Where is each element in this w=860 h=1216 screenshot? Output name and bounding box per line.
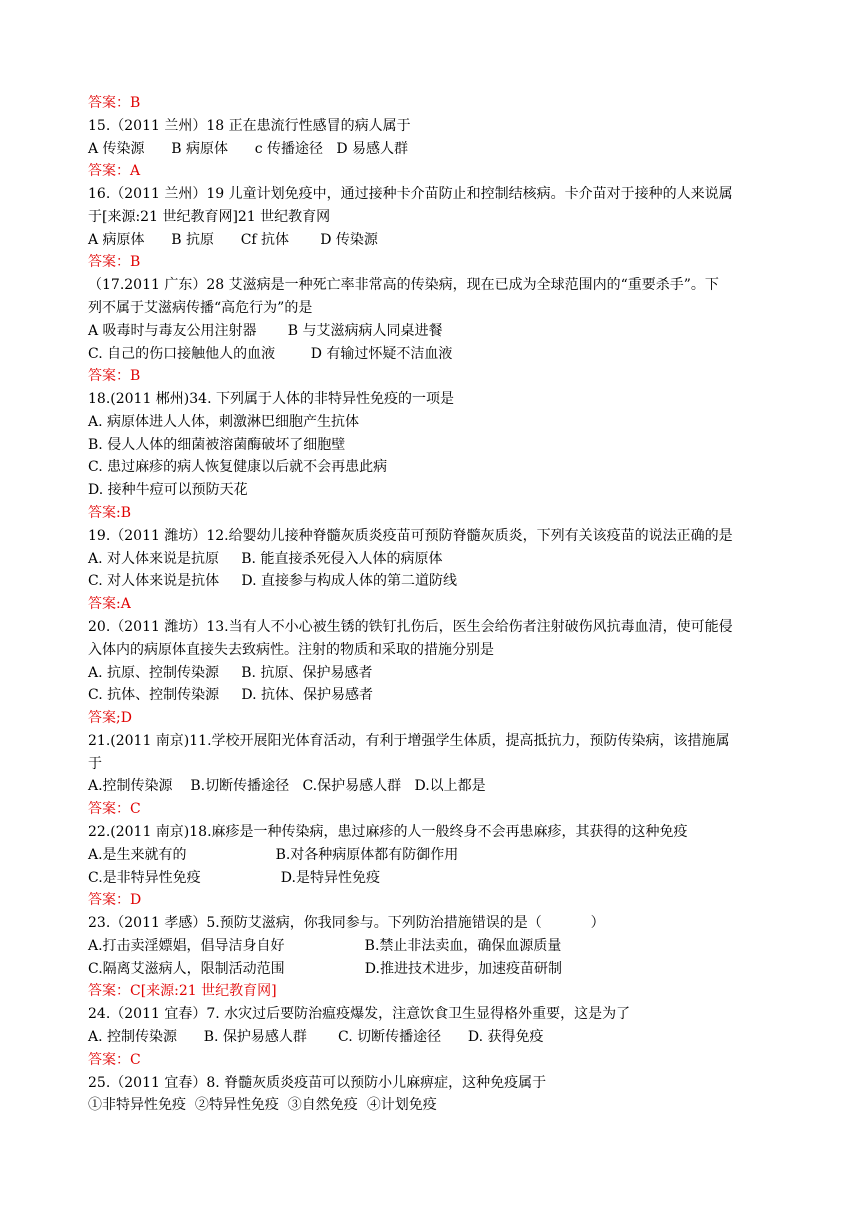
question-line: 22.(2011 南京)18.麻疹是一种传染病，患过麻疹的人一般终身不会再患麻疹，其获得的这种免疫	[88, 823, 688, 840]
question-line: ①非特异性免疫 ②特异性免疫 ③自然免疫 ④计划免疫	[88, 1097, 437, 1114]
question-line: 25.（2011 宜春）8. 脊髓灰质炎疫苗可以预防小儿麻痹症，这种免疫属于	[88, 1074, 547, 1091]
question-line: D. 接种牛痘可以预防天花	[88, 482, 248, 499]
question-line: 入体内的病原体直接失去致病性。注射的物质和采取的措施分别是	[88, 641, 494, 658]
question-line: 于	[88, 755, 102, 772]
question-line: B. 侵人人体的细菌被溶菌酶破坏了细胞壁	[88, 436, 346, 453]
answer-line: 答案:B	[88, 505, 132, 522]
question-line: （17.2011 广东）28 艾滋病是一种死亡率非常高的传染病，现在已成为全球范围内的“重要杀手”。下	[88, 277, 719, 294]
question-line: A 吸毒时与毒友公用注射器 B 与艾滋病病人同桌进餐	[88, 322, 443, 339]
question-line: 于[来源:21 世纪教育网]21 世纪教育网	[88, 208, 331, 225]
question-line: A. 控制传染源 B. 保护易感人群 C. 切断传播途径 D. 获得免疫	[88, 1028, 544, 1045]
question-line: A 传染源 B 病原体 c 传播途径 D 易感人群	[88, 140, 409, 157]
question-line: A. 病原体进人人体，刺激淋巴细胞产生抗体	[88, 413, 360, 430]
answer-line: 答案：C	[88, 801, 141, 818]
answer-line: 答案：B	[88, 254, 141, 271]
answer-line: 答案：A	[88, 163, 141, 180]
answer-line: 答案：C	[88, 1051, 141, 1068]
question-line: 19.（2011 潍坊）12.给婴幼儿接种脊髓灰质炎疫苗可预防脊髓灰质炎，下列有关该疫苗的说法正确的是	[88, 527, 733, 544]
question-line: C. 患过麻疹的病人恢复健康以后就不会再患此病	[88, 459, 388, 476]
answer-line: 答案;D	[88, 710, 132, 727]
question-line: 列不属于艾滋病传播“高危行为”的是	[88, 300, 313, 317]
question-line: A. 对人体来说是抗原 B. 能直接杀死侵入人体的病原体	[88, 550, 443, 567]
question-line: A.是生来就有的 B.对各种病原体都有防御作用	[88, 846, 459, 863]
answer-line: 答案：D	[88, 892, 142, 909]
question-line: 20.（2011 潍坊）13.当有人不小心被生锈的铁钉扎伤后，医生会给伤者注射破伤风抗毒血清，使可能侵	[88, 618, 733, 635]
question-line: 23.（2011 孝感）5.预防艾滋病，你我同参与。下列防治措施错误的是（ ）	[88, 915, 605, 932]
question-line: A.打击卖淫嫖娼，倡导洁身自好 B.禁止非法卖血，确保血源质量	[88, 937, 562, 954]
question-line: C. 自己的伤口接触他人的血液 D 有输过怀疑不洁血液	[88, 345, 453, 362]
answer-line: 答案：B	[88, 368, 141, 385]
answer-line: 答案:A	[88, 596, 131, 613]
question-line: C. 抗体、控制传染源 D. 抗体、保护易感者	[88, 687, 373, 704]
question-line: 18.(2011 郴州)34. 下列属于人体的非特异性免疫的一项是	[88, 391, 454, 408]
question-line: A. 抗原、控制传染源 B. 抗原、保护易感者	[88, 664, 373, 681]
question-line: C.隔离艾滋病人，限制活动范围 D.推进技术进步，加速疫苗研制	[88, 960, 562, 977]
question-line: A 病原体 B 抗原 Cf 抗体 D 传染源	[88, 231, 378, 248]
answer-line: 答案：B	[88, 95, 141, 111]
question-line: C.是非特异性免疫 D.是特异性免疫	[88, 869, 380, 886]
question-line: 16.（2011 兰州）19 儿童计划免疫中，通过接种卡介苗防止和控制结核病。卡介苗对于接种的人来说属	[88, 186, 733, 203]
question-line: 24.（2011 宜春）7. 水灾过后要防治瘟疫爆发，注意饮食卫生显得格外重要，这是为了	[88, 1006, 631, 1023]
question-line: C. 对人体来说是抗体 D. 直接参与构成人体的第二道防线	[88, 573, 457, 590]
answer-line: 答案：C[来源:21 世纪教育网]	[88, 983, 277, 1000]
question-line: 21.(2011 南京)11.学校开展阳光体育活动，有利于增强学生体质，提高抵抗力，预防传染病，该措施属	[88, 732, 730, 749]
question-line: A.控制传染源 B.切断传播途径 C.保护易感人群 D.以上都是	[88, 778, 486, 795]
question-line: 15.（2011 兰州）18 正在患流行性感冒的病人属于	[88, 117, 411, 134]
